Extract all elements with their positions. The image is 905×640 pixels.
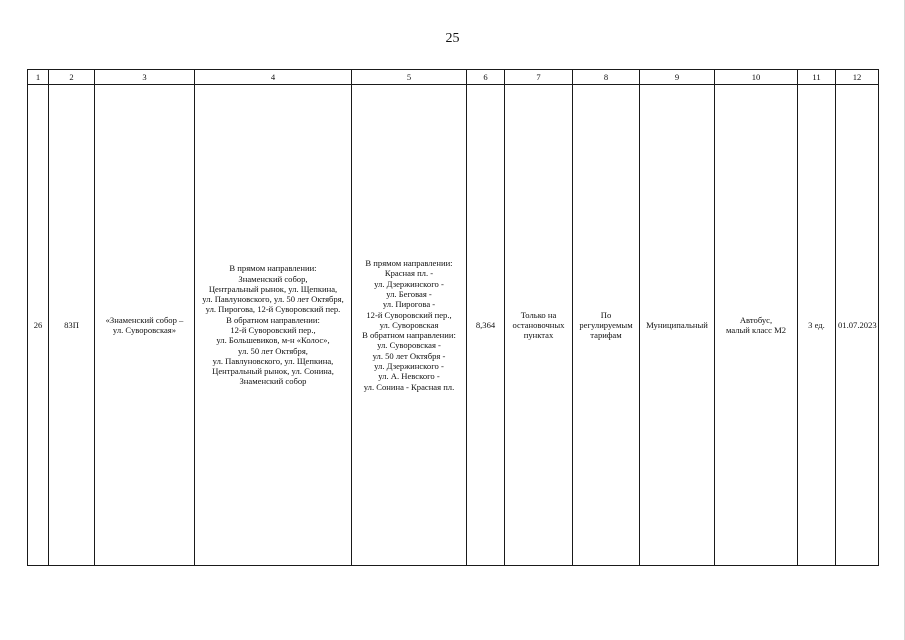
- cell-line: ул. Пирогова -: [382, 299, 436, 310]
- cell-line: 12-й Суворовский пер.,: [366, 309, 452, 320]
- vehicle-class: [715, 85, 798, 566]
- cell-line: ул. Сонина - Красная пл.: [363, 381, 455, 392]
- route-stops: [352, 85, 467, 566]
- cell-line: ул. 50 лет Октября,: [238, 345, 308, 356]
- cell-line: По: [600, 309, 612, 320]
- cell-line: ул. 50 лет Октября -: [372, 350, 446, 361]
- cell-line: Знаменский собор: [239, 376, 307, 387]
- route-streets: [195, 85, 352, 566]
- route-name: [95, 85, 195, 566]
- table-row: [28, 85, 879, 566]
- route-length: 8,364: [467, 85, 505, 566]
- column-number: 11: [798, 70, 836, 85]
- column-number: 5: [352, 70, 467, 85]
- cell-line: Знаменский собор,: [238, 273, 308, 284]
- route-number: 83П: [49, 85, 95, 566]
- column-number: 4: [195, 70, 352, 85]
- cell-line: «Знаменский собор –: [105, 314, 184, 325]
- cell-line: 12-й Суворовский пер.,: [230, 325, 316, 335]
- cell-line: Центральный рынок, ул. Сонина,: [212, 366, 334, 377]
- column-number: 1: [28, 70, 49, 85]
- cell-line: ул. Дзержинского -: [374, 278, 444, 289]
- column-number: 2: [49, 70, 95, 85]
- cell-line: ул. Дзержинского -: [374, 361, 444, 372]
- column-number: 3: [95, 70, 195, 85]
- column-number: 10: [715, 70, 798, 85]
- cell-line: регулируемым: [579, 319, 633, 330]
- cell-line: Автобус,: [739, 314, 773, 325]
- cell-line: В обратном направлении:: [226, 314, 320, 325]
- column-number: 9: [640, 70, 715, 85]
- cell-line: Центральный рынок, ул. Щепкина,: [208, 283, 338, 294]
- cell-line: ул. Большевиков, м-н «Колос»,: [216, 335, 330, 346]
- cell-line: Только на: [520, 309, 557, 320]
- cell-line: ул. Беговая -: [386, 288, 432, 299]
- start-date: 01.07.2023: [836, 85, 879, 566]
- column-number: 7: [505, 70, 573, 85]
- page-number: 25: [445, 31, 460, 46]
- vehicle-count: 3 ед.: [798, 85, 836, 566]
- cell-line: пунктах: [523, 330, 554, 341]
- cell-line: В обратном направлении:: [362, 330, 456, 341]
- cell-line: ул. Суворовская -: [377, 340, 441, 351]
- cell-line: ул. Суворовская: [379, 319, 439, 330]
- cell-line: Красная пл. -: [384, 268, 434, 279]
- cell-line: малый класс М2: [725, 325, 787, 335]
- boarding-order: [505, 85, 573, 566]
- cell-line: тарифам: [590, 330, 622, 341]
- tariff-type: [573, 85, 640, 566]
- cell-line: ул. А. Невского -: [378, 371, 440, 382]
- cell-line: В прямом направлении:: [229, 263, 317, 274]
- column-number-row: [28, 70, 879, 85]
- row-index: 26: [28, 85, 49, 566]
- cell-line: В прямом направлении:: [365, 258, 453, 269]
- route-type: Муниципальный: [640, 85, 715, 566]
- cell-line: ул. Павлуновского, ул. Щепкина,: [212, 355, 334, 366]
- cell-line: остановочных: [512, 319, 565, 330]
- cell-line: ул. Суворовская»: [112, 325, 177, 335]
- column-number: 8: [573, 70, 640, 85]
- cell-line: ул. Пирогова, 12-й Суворовский пер.: [205, 304, 341, 315]
- column-number: 12: [836, 70, 879, 85]
- cell-line: ул. Павлуновского, ул. 50 лет Октября,: [202, 294, 344, 305]
- column-number: 6: [467, 70, 505, 85]
- route-register-table: [27, 69, 879, 566]
